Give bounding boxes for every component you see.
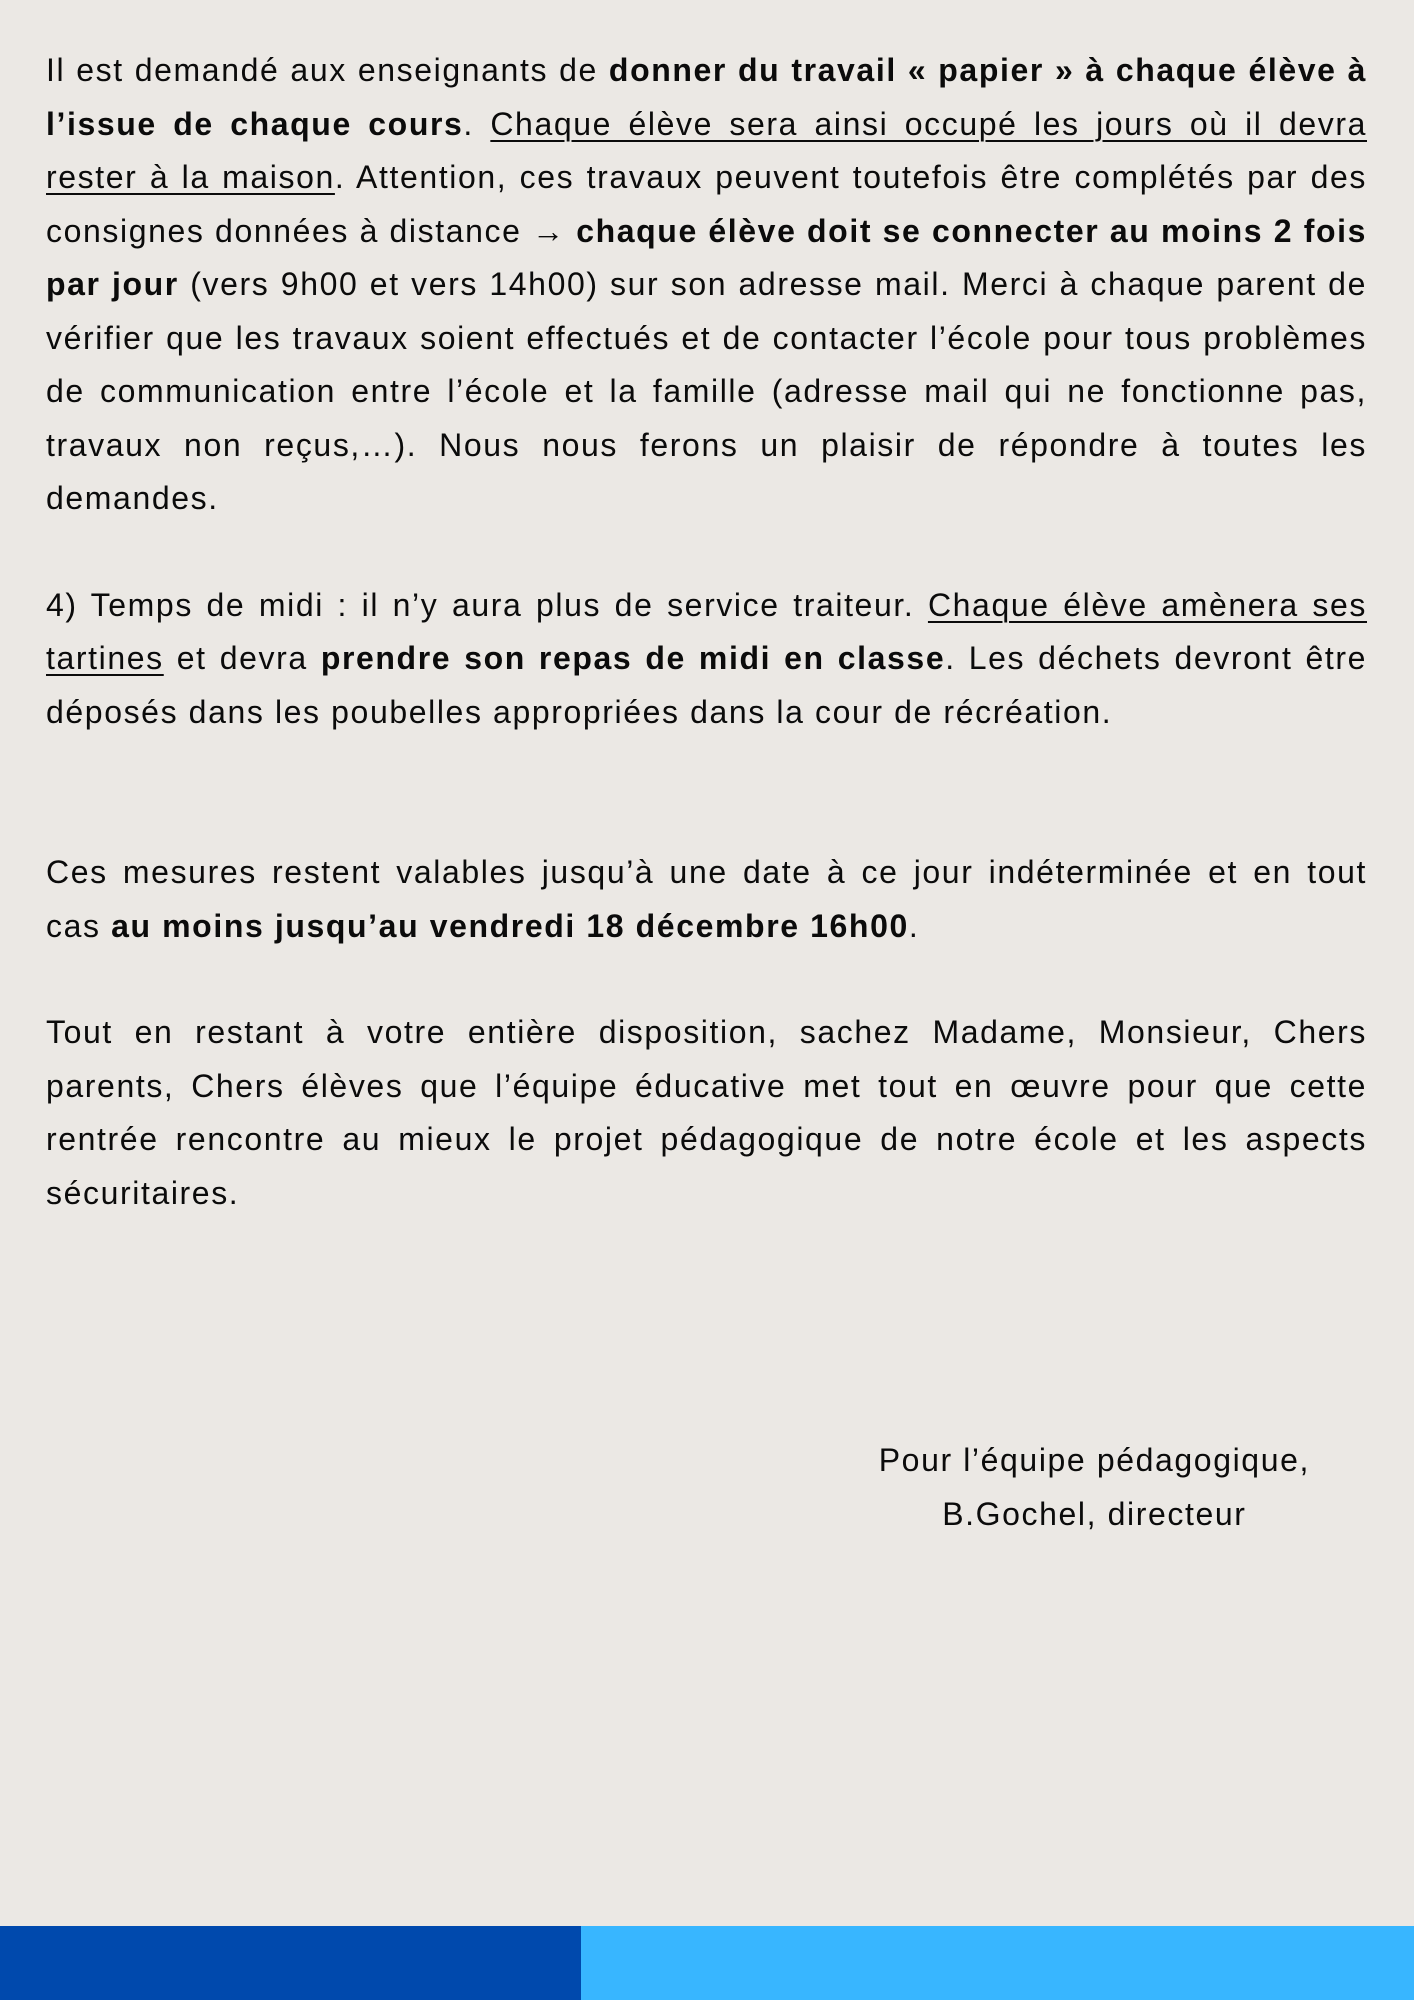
paragraph-homework	[46, 44, 1367, 526]
signature-team-line: Pour l’équipe pédagogique,	[878, 1442, 1310, 1478]
footer-band-dark-blue	[0, 1926, 581, 2000]
homework-emphasis-connect: chaque élève doit se connecter au moins 2 fois par jour	[46, 212, 1367, 302]
paragraph-closing	[46, 1006, 1367, 1220]
paragraph-meals	[46, 579, 1367, 740]
meals-text-3: . Les déchets devront être déposés dans les poubelles appropriées dans la cour de récréation.	[46, 640, 1368, 730]
footer-band-light-blue	[581, 1926, 1414, 2000]
closing-text: Tout en restant à votre entière disposition, sachez Madame, Monsieur, Chers parents, Chers élèves que l’équipe éducative met tout en œuvre pour que cette rentrée rencontre au mieux le projet pédagogique de notre école et les aspects sécuritaires.	[46, 1014, 1367, 1211]
footer-color-band	[0, 1926, 1414, 2000]
signature-director-line: B.Gochel, directeur	[942, 1495, 1247, 1532]
validity-text-1: Ces mesures restent valables jusqu’à une date à ce jour indéterminée et en tout cas	[46, 854, 1367, 944]
homework-text-4: (vers 9h00 et vers 14h00) sur son adresse mail. Merci à chaque parent de vérifier que les travaux soient effectués et de contacter l’école pour tous problèmes de communication entre l’école et la famille (adresse mail qui ne fonctionne pas, travaux non reçus,…). Nous nous ferons un plaisir de répondre à toutes les demandes.	[46, 266, 1367, 516]
meals-text-2: et devra	[163, 640, 321, 676]
signature-block	[879, 1434, 1310, 1541]
validity-emphasis-date: au moins jusqu’au vendredi 18 décembre 16h00	[111, 907, 909, 944]
meals-underline-sandwiches: Chaque élève amènera ses tartines	[46, 586, 1367, 676]
validity-text-2: .	[908, 907, 920, 944]
homework-text-1: Il est demandé aux enseignants de	[46, 52, 609, 88]
paragraph-validity	[46, 846, 1367, 953]
letter-body	[46, 44, 1367, 1220]
homework-text-3: . Attention, ces travaux peuvent toutefois être complétés par des consignes données à distance →	[46, 159, 1367, 249]
homework-text-2: .	[463, 105, 491, 142]
homework-emphasis-paper-work: donner du travail « papier » à chaque élève à l’issue de chaque cours	[46, 52, 1367, 142]
homework-underline-occupied: Chaque élève sera ainsi occupé les jours où il devra rester à la maison	[46, 105, 1367, 195]
meals-emphasis-eat-in-class: prendre son repas de midi en classe	[320, 640, 946, 676]
meals-text-1: 4) Temps de midi : il n’y aura plus de service traiteur.	[46, 586, 928, 623]
